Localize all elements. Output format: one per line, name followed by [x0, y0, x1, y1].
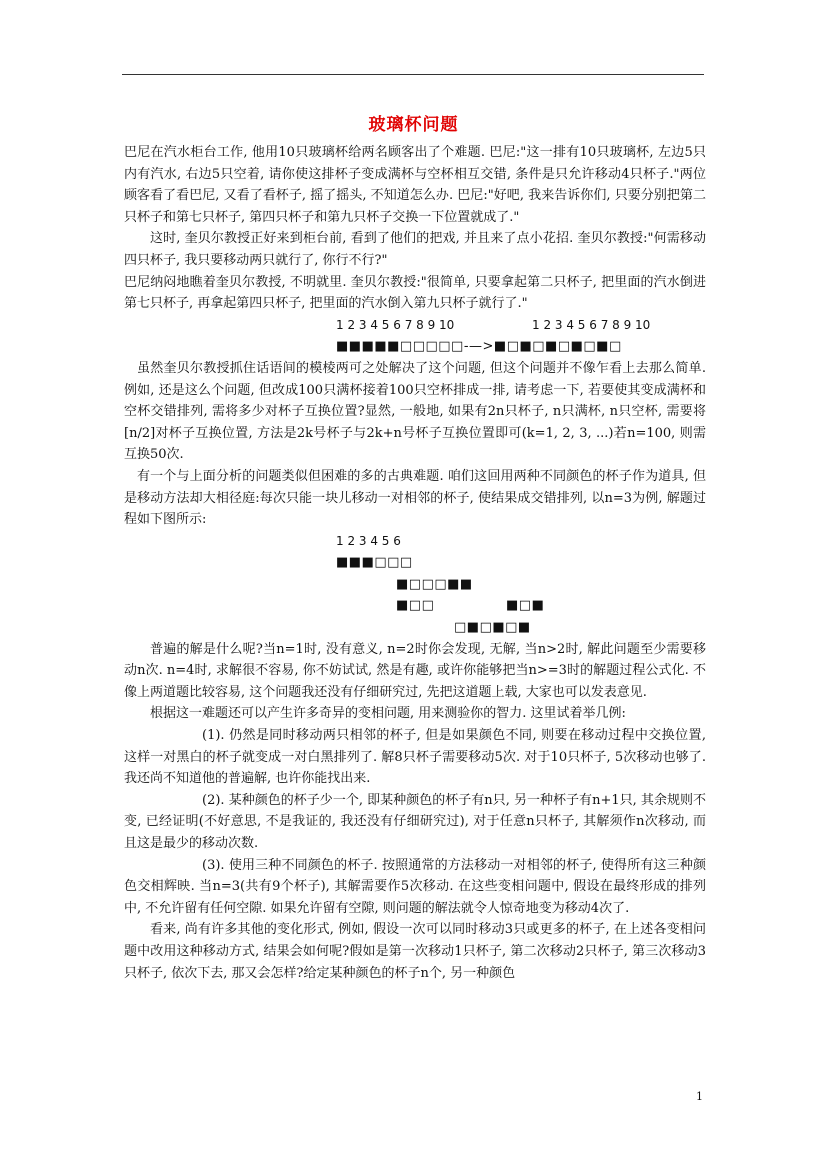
figure2-step: [124, 552, 706, 574]
figure2-step: [124, 574, 706, 596]
paragraph-item-3: (3). 使用三种不同颜色的杯子. 按照通常的方法移动一对相邻的杯子, 使得所有这三种颜色交相辉映. 当n=3(共有9个杯子), 其解需要作5次移动. 在这些变相问题中, 假设在最终形成的排列中, 不允许留有任何空隙. 如果允许留有空隙, 则问题的解法就令人惊奇地变为移动4次了.: [124, 857, 706, 916]
figure2-row4: □■□■□■: [454, 620, 531, 636]
figure2-numbers: 1 2 3 4 5 6: [336, 533, 401, 548]
paragraph: 普遍的解是什么呢?当n=1时, 没有意义, n=2时你会发现, 无解, 当n>2时, 解此问题至少需要移动n次. n=4时, 求解很不容易, 你不妨试试, 然是有趣, 或许你能够把当n>=3时的解题过程公式化. 不像上两道题比较容易, 这个问题我还没有仔细研究过, 先把这道题上载, 大家也可以发表意见.: [124, 641, 706, 700]
header-rule: [122, 74, 704, 75]
figure1-numbers-right: 1 2 3 4 5 6 7 8 9 10: [532, 317, 651, 332]
figure2-row3b: ■□■: [506, 598, 545, 614]
paragraph: 虽然奎贝尔教授抓住话语间的模棱两可之处解决了这个问题, 但这个问题并不像乍看上去那么简单. 例如, 还是这么个问题, 但改成100只满杯接着100只空杯排成一排, 请考虑一下, 若要使其变成满杯和空杯交错排列, 需将多少对杯子互换位置?显然, 一般地, 如果有2n只杯子, n只满杯, n只空杯, 需要将[n/2]对杯子互换位置, 方法是2k号杯子与2k+n号杯子互换位置即可(k=1, 2, 3, ...)若n=100, 则需互换50次.: [124, 360, 706, 463]
paragraph: 根据这一难题还可以产生许多奇异的变相问题, 用来测验你的智力. 这里试着举几例:: [150, 706, 626, 722]
figure1-row: ■■■■■□□□□□-—>■□■□■□■□■□: [336, 339, 622, 355]
paragraph: 看来, 尚有许多其他的变化形式, 例如, 假设一次可以同时移动3只或更多的杯子, 在上述各变相问题中改用这种移动方式, 结果会如何呢?假如是第一次移动1只杯子, 第二次移动2只杯子, 第三次移动3只杯子, 依次下去, 那又会怎样?给定某种颜色的杯子n个, 另一种颜色: [124, 922, 706, 981]
figure1-numbers: [124, 315, 706, 337]
page-title: 玻璃杯问题: [368, 115, 459, 135]
paragraph: 巴尼在汽水柜台工作, 他用10只玻璃杯给两名顾客出了个难题. 巴尼:"这一排有10只玻璃杯, 左边5只内有汽水, 右边5只空着, 请你使这排杯子变成满杯与空杯相互交错, 条件是只允许移动4只杯子."两位顾客看了看巴尼, 又看了看杯子, 摇了摇头, 不知道怎么办. 巴尼:"好吧, 我来告诉你们, 只要分别把第二只杯子和第七只杯子, 第四只杯子和第九只杯子交换一下位置就成了.": [124, 145, 706, 225]
figure2-step: [124, 595, 706, 617]
paragraph: 这时, 奎贝尔教授正好来到柜台前, 看到了他们的把戏, 并且来了点小花招. 奎贝尔教授:"何需移动四只杯子, 我只要移动两只就行了, 你行不行?": [124, 231, 706, 268]
paragraph: 有一个与上面分析的问题类似但困难的多的古典难题. 咱们这回用两种不同颜色的杯子作为道具, 但是移动方法却大相径庭:每次只能一块儿移动一对相邻的杯子, 使结果成交错排列, 以n=3为例, 解题过程如下图所示:: [124, 468, 706, 528]
figure2-step: [124, 617, 706, 639]
figure2-row1: ■■■□□□: [336, 555, 413, 571]
figure1-glasses: [124, 336, 706, 358]
paragraph: 巴尼纳闷地瞧着奎贝尔教授, 不明就里. 奎贝尔教授:"很简单, 只要拿起第二只杯子, 把里面的汽水倒进第七只杯子, 再拿起第四只杯子, 把里面的汽水倒入第九只杯子就行了.": [124, 274, 706, 312]
page-number: 1: [696, 1090, 703, 1103]
figure2-row2: ■□□□■■: [396, 576, 473, 592]
paragraph-item-2: (2). 某种颜色的杯子少一个, 即某种颜色的杯子有n只, 另一种杯子有n+1只, 其余规则不变, 已经证明(不好意思, 不是我证的, 我还没有仔细研究过), 对于任意n只杯子, 其解须作n次移动, 而且这是最少的移动次数.: [124, 792, 706, 851]
figure1-numbers-left: 1 2 3 4 5 6 7 8 9 10: [336, 317, 455, 332]
document-body: [124, 142, 706, 984]
paragraph-item-1: (1). 仍然是同时移动两只相邻的杯子, 但是如果颜色不同, 则要在移动过程中交换位置, 这样一对黑白的杯子就变成一对白黑排列了. 解8只杯子需要移动5次. 对于10只杯子, 5次移动也够了. 我还尚不知道他的普遍解, 也许你能找出来.: [124, 728, 706, 787]
figure2-row3a: ■□□: [396, 598, 435, 614]
figure2-numbers: [124, 531, 706, 553]
